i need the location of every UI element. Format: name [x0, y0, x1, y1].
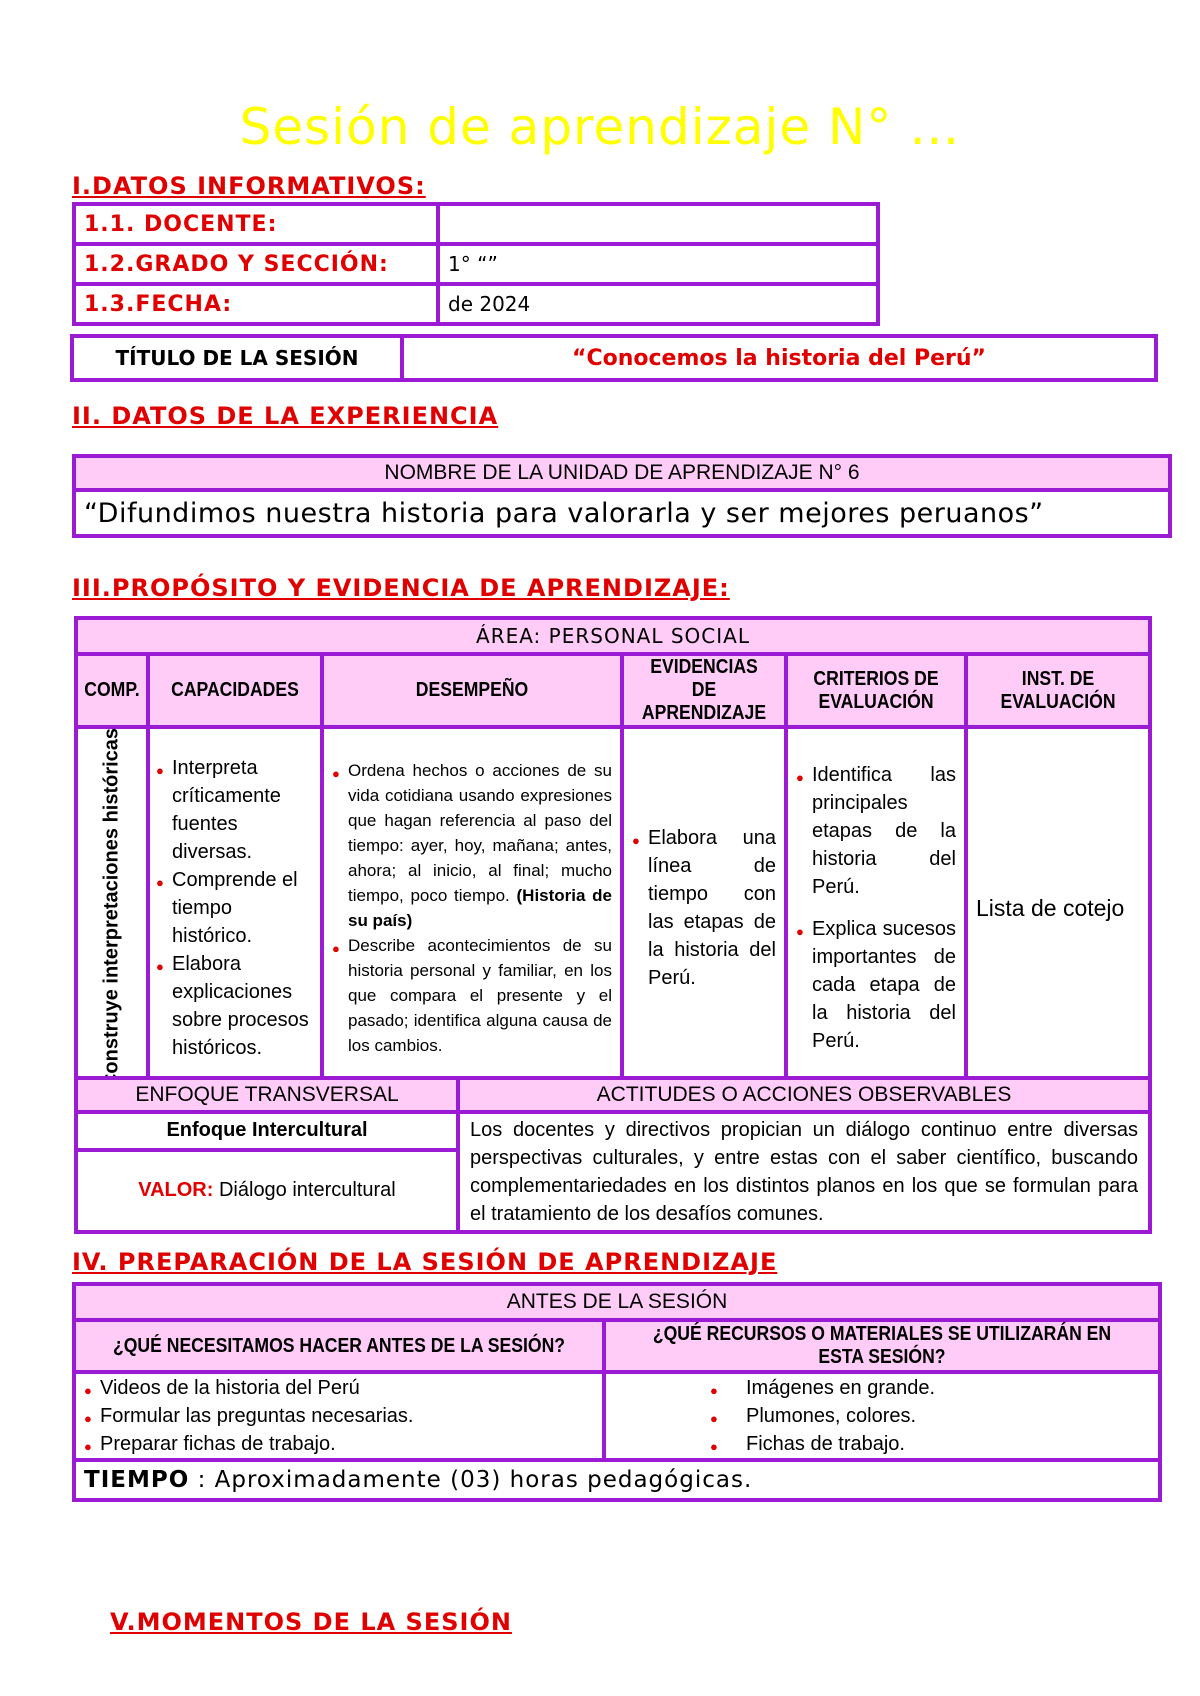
docente-label-cell: [74, 204, 438, 244]
preparacion-table: [72, 1282, 1162, 1502]
section-4-heading: IV. PREPARACIÓN DE LA SESIÓN DE APRENDIZAJE: [72, 1248, 778, 1276]
capacidades-cell: [148, 727, 322, 1089]
header-criterios-cell: [786, 654, 966, 727]
valor-label: VALOR:: [138, 1179, 214, 1202]
criterio-item: ● Explica sucesos importantes de cada etapa de la historia del Perú.: [796, 915, 956, 1055]
header-comp: COMP.: [84, 679, 140, 701]
col2-header: ¿QUÉ RECURSOS O MATERIALES SE UTILIZARÁN EN ESTA SESIÓN?: [652, 1323, 1112, 1368]
grado-label-cell: [74, 244, 438, 284]
header-criterios: CRITERIOS DE EVALUACIÓN: [813, 667, 939, 713]
competencia-cell: [76, 727, 148, 1089]
tiempo-value: : Aproximadamente (03) horas pedagógicas.: [197, 1467, 753, 1493]
header-evidencias: EVIDENCIAS DE APRENDIZAJE: [641, 656, 767, 724]
antes-header: ANTES DE LA SESIÓN: [74, 1284, 1160, 1320]
criterio-item: ● Identifica las principales etapas de la historia del Perú.: [796, 761, 956, 901]
evidencia-cell: [622, 727, 786, 1089]
competencia-text: Construye interpretaciones históricas: [100, 727, 123, 1089]
valor-value: Diálogo intercultural: [218, 1179, 396, 1202]
grado-value: 1° “”: [438, 244, 878, 284]
col2-header-cell: [604, 1320, 1160, 1372]
evidencia-list: [632, 824, 776, 992]
header-capacidades: CAPACIDADES: [171, 679, 299, 701]
instrumento-cell: Lista de cotejo: [966, 727, 1150, 1089]
proposito-table: [74, 616, 1152, 1091]
fecha-value: de 2024: [438, 284, 878, 324]
header-evidencias-cell: [622, 654, 786, 727]
col2-list: [710, 1374, 1150, 1458]
tiempo-cell: [74, 1460, 1160, 1500]
unidad-table: [72, 454, 1172, 538]
titulo-sesion-table: [70, 334, 1158, 382]
unidad-value: “Difundimos nuestra historia para valorarla y ser mejores peruanos”: [74, 490, 1170, 536]
header-desempeno: DESEMPEÑO: [415, 679, 529, 701]
docente-label: 1.1. DOCENTE:: [84, 211, 278, 237]
col1-list: [84, 1374, 594, 1458]
tiempo-label: TIEMPO: [84, 1467, 190, 1493]
col2-item: ● Plumones, colores.: [710, 1402, 1150, 1430]
header-desempeno-cell: [322, 654, 622, 727]
capacidad-item: ● Interpreta críticamente fuentes diversas.: [156, 754, 314, 866]
capacidad-item: ● Elabora explicaciones sobre procesos históricos.: [156, 950, 314, 1062]
section-5-heading: V.MOMENTOS DE LA SESIÓN: [110, 1608, 512, 1636]
capacidades-list: [156, 754, 314, 1062]
fecha-label-cell: [74, 284, 438, 324]
criterios-list: [796, 761, 956, 1055]
col2-cell: [604, 1372, 1160, 1460]
col1-header: ¿QUÉ NECESITAMOS HACER ANTES DE LA SESIÓN?: [112, 1334, 566, 1357]
desempeno-cell: [322, 727, 622, 1089]
col2-item: ● Fichas de trabajo.: [710, 1430, 1150, 1458]
datos-informativos-table: [72, 202, 880, 326]
desempeno-item: [332, 758, 612, 933]
actitudes-text: Los docentes y directivos propician un diálogo continuo entre diversas perspectivas culturales, y entre estas con el saber científico, buscando complementariedades en los distintos planos en los que se formulan para el tratamiento de los desafíos comunes.: [458, 1112, 1150, 1232]
titulo-sesion-value: “Conocemos la historia del Perú”: [402, 336, 1156, 380]
header-instrumento-cell: [966, 654, 1150, 727]
header-capacidades-cell: [148, 654, 322, 727]
desempeno-1-text: Ordena hechos o acciones de su vida cotidiana usando expresiones que hagan referencia al paso del tiempo: ayer, hoy, mañana; antes, ahora; al inicio, al final; mucho tiempo, poco tiempo.: [348, 761, 612, 905]
desempeno-item: ● Describe acontecimientos de su historia personal y familiar, en los que compara el presente y el pasado; identifica alguna causa de los cambios.: [332, 933, 612, 1058]
evidencia-item: ● Elabora una línea de tiempo con las etapas de la historia del Perú.: [632, 824, 776, 992]
col1-cell: [74, 1372, 604, 1460]
section-1-heading: I.DATOS INFORMATIVOS:: [72, 172, 426, 200]
section-2-heading: II. DATOS DE LA EXPERIENCIA: [72, 402, 499, 430]
area-header: ÁREA: PERSONAL SOCIAL: [76, 618, 1150, 654]
col1-item: ● Videos de la historia del Perú: [84, 1374, 594, 1402]
fecha-label: 1.3.FECHA:: [84, 291, 233, 317]
col1-item: ● Preparar fichas de trabajo.: [84, 1430, 594, 1458]
enfoque-table: [74, 1076, 1152, 1234]
grado-label: 1.2.GRADO Y SECCIÓN:: [84, 251, 389, 277]
desempeno-1-bold: (Historia de su país): [348, 886, 612, 930]
header-comp-cell: [76, 654, 148, 727]
actitudes-header: ACTITUDES O ACCIONES OBSERVABLES: [458, 1078, 1150, 1112]
section-3-heading: III.PROPÓSITO Y EVIDENCIA DE APRENDIZAJE:: [72, 574, 730, 602]
enfoque-name: Enfoque Intercultural: [76, 1112, 458, 1150]
col1-item: ● Formular las preguntas necesarias.: [84, 1402, 594, 1430]
col2-item: ● Imágenes en grande.: [710, 1374, 1150, 1402]
page-title: Sesión de aprendizaje N° …: [239, 98, 961, 156]
col1-header-cell: [74, 1320, 604, 1372]
desempeno-list: [332, 758, 612, 1058]
docente-value: [438, 204, 878, 244]
enfoque-header: ENFOQUE TRANSVERSAL: [76, 1078, 458, 1112]
titulo-sesion-label: TÍTULO DE LA SESIÓN: [72, 336, 402, 380]
unidad-label: NOMBRE DE LA UNIDAD DE APRENDIZAJE N° 6: [74, 456, 1170, 490]
valor-cell: [76, 1150, 458, 1232]
header-instrumento: INST. DE EVALUACIÓN: [1000, 667, 1116, 713]
capacidad-item: ● Comprende el tiempo histórico.: [156, 866, 314, 950]
criterios-cell: [786, 727, 966, 1089]
